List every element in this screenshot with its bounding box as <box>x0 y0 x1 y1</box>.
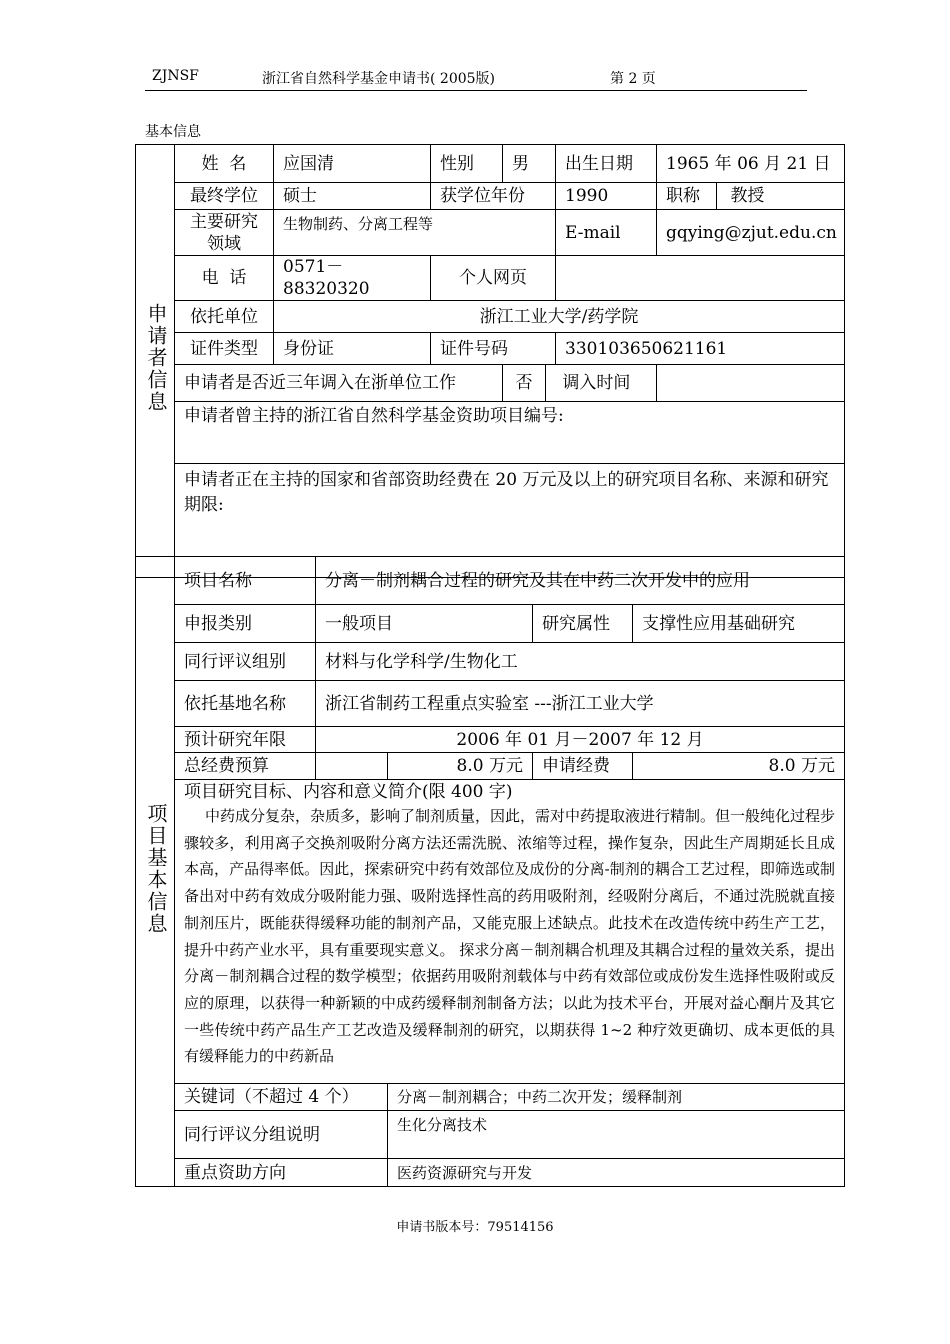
applicant-side-label: 申请者信息 <box>136 145 175 578</box>
focus-value: 医药资源研究与开发 <box>388 1159 845 1187</box>
degree-year-value: 1990 <box>556 183 657 210</box>
attr-value: 支撑性应用基础研究 <box>633 605 845 643</box>
gender-label: 性别 <box>431 145 503 183</box>
period-label: 预计研究年限 <box>175 727 316 753</box>
transfer-time-value <box>657 365 845 402</box>
header-code: ZJNSF <box>152 68 199 84</box>
email-label: E-mail <box>556 210 657 256</box>
birth-value: 1965 年 06 月 21 日 <box>657 145 845 183</box>
id-no-value: 330103650621161 <box>556 333 845 365</box>
base-value: 浙江省制药工程重点实验室 ---浙江工业大学 <box>316 681 845 727</box>
category-value: 一般项目 <box>316 605 533 643</box>
section-title: 基本信息 <box>145 124 201 140</box>
group-label: 同行评议组别 <box>175 643 316 681</box>
phone-value: 0571－88320320 <box>274 256 431 301</box>
degree-label: 最终学位 <box>175 183 274 210</box>
degree-value: 硕士 <box>274 183 431 210</box>
transfer-value: 否 <box>503 365 546 401</box>
project-name-label: 项目名称 <box>175 557 316 605</box>
header-page: 第 2 页 <box>610 71 656 87</box>
email-value: gqying@zjut.edu.cn <box>657 210 845 256</box>
prev-projects-label: 申请者曾主持的浙江省自然科学基金资助项目编号: <box>175 402 845 464</box>
id-no-label: 证件号码 <box>431 333 556 365</box>
review-note-label: 同行评议分组说明 <box>175 1111 388 1159</box>
id-type-label: 证件类型 <box>175 333 274 365</box>
header-title: 浙江省自然科学基金申请书( 2005版) <box>262 71 496 87</box>
total-budget-value: 8.0 万元 <box>388 753 533 780</box>
transfer-time-label: 调入时间 <box>562 373 631 393</box>
phone-label: 电 话 <box>175 256 274 301</box>
project-side-label: 项目基本信息 <box>136 557 175 1187</box>
current-projects-label: 申请者正在主持的国家和省部资助经费在 20 万元及以上的研究项目名称、来源和研究期限: <box>175 464 845 578</box>
apply-budget-value: 8.0 万元 <box>633 753 845 780</box>
unit-value: 浙江工业大学/药学院 <box>274 301 845 333</box>
name-label: 姓 名 <box>175 145 274 183</box>
gender-value: 男 <box>503 145 556 183</box>
total-budget-label: 总经费预算 <box>175 753 316 779</box>
transfer-label: 申请者是否近三年调入在浙单位工作 <box>175 365 503 402</box>
category-label: 申报类别 <box>175 605 316 643</box>
abstract-label: 项目研究目标、内容和意义简介(限 400 字) <box>184 782 513 802</box>
focus-label: 重点资助方向 <box>175 1159 388 1187</box>
homepage-value <box>556 256 845 301</box>
period-value: 2006 年 01 月－2007 年 12 月 <box>316 727 845 753</box>
abstract-text: 中药成分复杂，杂质多，影响了制剂质量，因此，需对中药提取液进行精制。但一般纯化过程步骤较多，利用离子交换剂吸附分离方法还需洗脱、浓缩等过程，操作复杂，因此生产周期延长且成本高，产品得率低。因此，探索研究中药有效部位及成份的分离-制剂的耦合工艺过程，即筛选或制备出对中药有效成分吸附能力强、吸附选择性高的药用吸附剂，经吸附分离后，不通过洗脱就直接制剂压片，既能获得缓释功能的制剂产品，又能克服上述缺点。此技术在改造传统中药生产工艺，提升中药产业水平，具有重要现实意义。 探求分离－制剂耦合机理及其耦合过程的量效关系，提出分离－制剂耦合过程的数学模型；依据药用吸附剂载体与中药有效部位或成份发生选择性吸附或反应的原理，以获得一种新颖的中成药缓释制剂制备方法；以此为技术平台，开展对益心酮片及其它一些传统中药产品生产工艺改造及缓释制剂的研究，以期获得 1~2 种疗效更确切、成本更低的具有缓释能力的中药新品 <box>184 807 836 1066</box>
apply-budget-label: 申请经费 <box>533 753 633 780</box>
id-type-value: 身份证 <box>274 333 431 365</box>
page-header <box>145 66 807 91</box>
attr-label: 研究属性 <box>533 605 633 643</box>
field-value: 生物制药、分离工程等 <box>274 210 556 256</box>
title-value: 教授 <box>730 186 765 206</box>
applicant-table <box>135 144 845 578</box>
project-name-value: 分离－制剂耦合过程的研究及其在中药二次开发中的应用 <box>316 557 845 605</box>
keywords-label: 关键词（不超过 4 个） <box>184 1087 359 1107</box>
unit-label: 依托单位 <box>175 301 274 333</box>
homepage-label: 个人网页 <box>431 256 556 301</box>
birth-label: 出生日期 <box>556 145 657 183</box>
page-footer: 申请书版本号：79514156 <box>396 1220 554 1235</box>
title-label: 职称 <box>657 183 717 209</box>
keywords-value: 分离－制剂耦合；中药二次开发；缓释制剂 <box>388 1084 845 1111</box>
field-label: 主要研究领域 <box>175 210 274 256</box>
project-table <box>135 556 845 1187</box>
group-value: 材料与化学科学/生物化工 <box>316 643 845 681</box>
review-note-value: 生化分离技术 <box>388 1111 845 1159</box>
degree-year-label: 获学位年份 <box>431 183 556 210</box>
name-value: 应国清 <box>274 145 431 183</box>
base-label: 依托基地名称 <box>175 681 316 727</box>
